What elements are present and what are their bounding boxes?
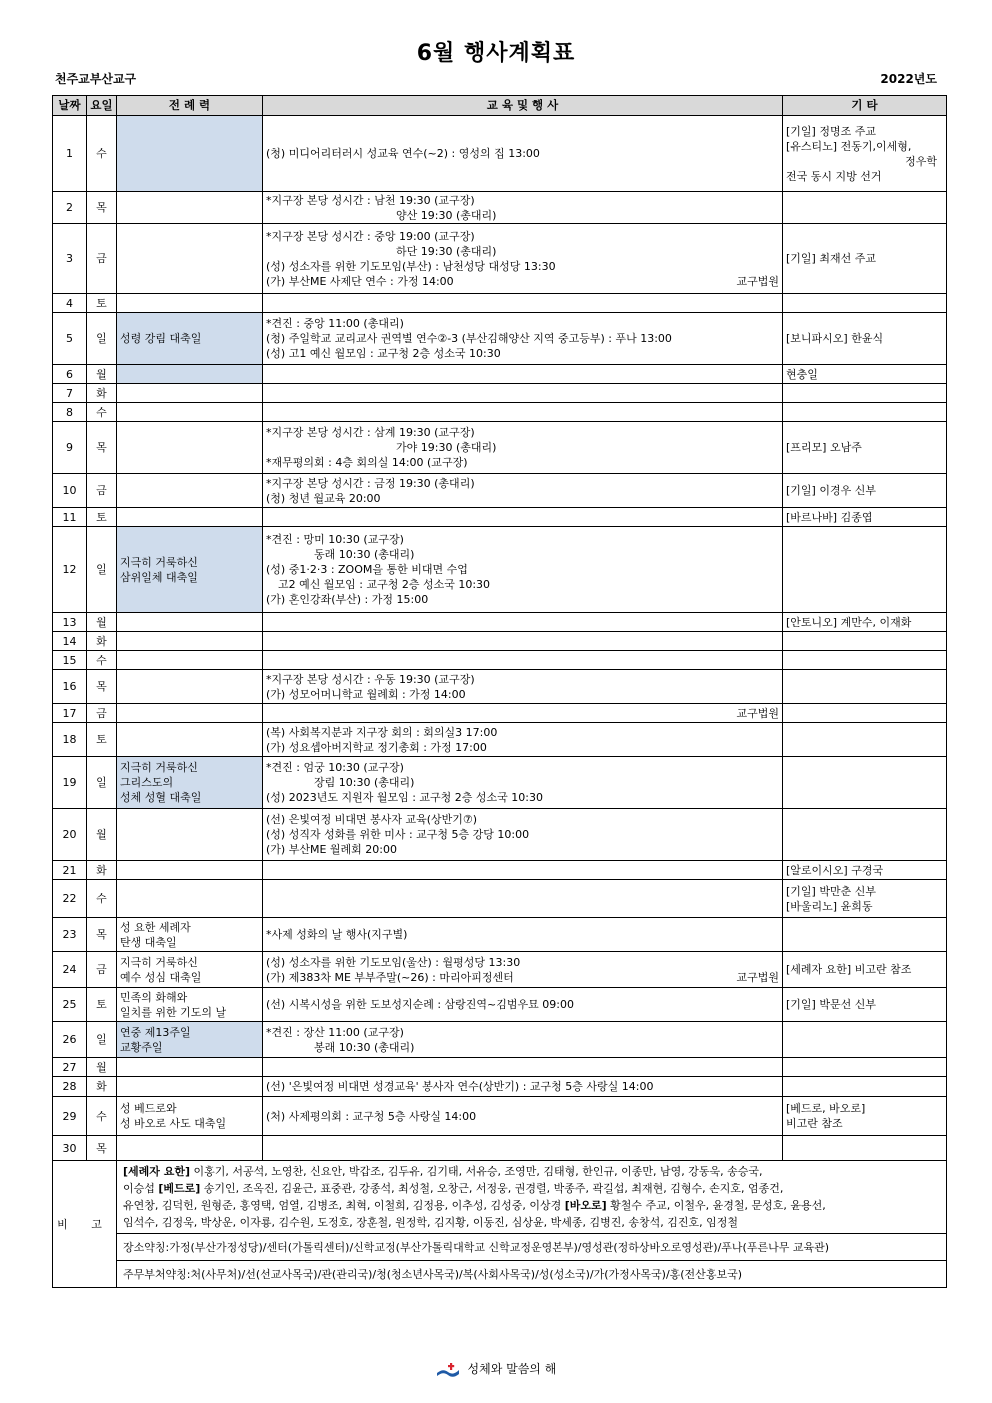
day-cell: 8 xyxy=(53,403,87,422)
other-cell xyxy=(783,1097,947,1136)
table-row xyxy=(53,988,947,1022)
event-text: *견진 : 엄궁 10:30 (교구장) xyxy=(266,761,404,774)
events-cell xyxy=(263,224,783,294)
liturgy-cell xyxy=(117,527,263,613)
liturgy-cell xyxy=(117,861,263,880)
day-cell: 24 xyxy=(53,952,87,988)
other-cell xyxy=(783,704,947,723)
liturgy-cell xyxy=(117,365,263,384)
header-liturgy: 전 례 력 xyxy=(117,96,263,116)
table-row xyxy=(53,365,947,384)
liturgy-cell xyxy=(117,670,263,704)
liturgy-cell xyxy=(117,1097,263,1136)
organization-name: 천주교부산교구 xyxy=(55,72,137,86)
weekday-cell: 화 xyxy=(87,861,117,880)
liturgy-cell xyxy=(117,704,263,723)
events-cell xyxy=(263,952,783,988)
weekday-cell: 화 xyxy=(87,384,117,403)
event-text: (성) 중1·2·3 : ZOOM을 통한 비대면 수업 xyxy=(266,563,468,576)
other-cell xyxy=(783,988,947,1022)
liturgy-cell xyxy=(117,1077,263,1097)
event-text: 하단 19:30 (총대리) xyxy=(396,244,497,258)
liturgy-text: 성령 강림 대축일 xyxy=(120,332,202,345)
liturgy-text: 예수 성심 대축일 xyxy=(120,970,202,984)
event-text: *지구장 본당 성시간 : 금정 19:30 (총대리) xyxy=(266,476,475,490)
other-cell xyxy=(783,1058,947,1077)
header-events: 교 육 및 행 사 xyxy=(263,96,783,116)
event-text: (가) 부산ME 월례회 20:00 xyxy=(266,843,397,856)
table-row xyxy=(53,403,947,422)
day-cell: 14 xyxy=(53,632,87,651)
other-cell xyxy=(783,422,947,474)
weekday-cell: 화 xyxy=(87,632,117,651)
events-cell xyxy=(263,1097,783,1136)
table-row xyxy=(53,723,947,757)
weekday-cell: 월 xyxy=(87,365,117,384)
other-text: 정우학 xyxy=(905,154,937,168)
event-text: (선) '은빛여정 비대면 성경교육' 봉사자 연수(상반기) : 교구청 5층 사랑실 14:00 xyxy=(266,1080,654,1093)
page-title: 6월 행사계획표 xyxy=(416,41,576,66)
weekday-cell: 일 xyxy=(87,527,117,613)
day-cell: 25 xyxy=(53,988,87,1022)
events-cell xyxy=(263,861,783,880)
weekday-cell: 일 xyxy=(87,757,117,809)
liturgy-text: 탄생 대축일 xyxy=(120,935,177,949)
table-row xyxy=(53,116,947,192)
day-cell: 30 xyxy=(53,1136,87,1161)
other-text: [기일] 이경우 신부 xyxy=(786,484,876,497)
places-abbrev: 장소약칭:가정(부산가정성당)/센터(가톨릭센터)/신학교정(부산가톨릭대학교 신학교정운영본부)/영성관(정하상바오로영성관)/푸나(푸른나무 교육관) xyxy=(117,1234,947,1261)
table-row xyxy=(53,313,947,365)
liturgy-text: 민족의 화해와 xyxy=(120,990,188,1004)
feast-line-2: 이승섭 [베드로] 송기인, 조옥진, 김윤근, 표중관, 강종석, 최성철, 오창근, 서정웅, 권경렬, 박종주, 곽길섭, 최재현, 김형수, 손지호, 엄종건, xyxy=(123,1182,784,1195)
other-text: [기일] 최재선 주교 xyxy=(786,252,876,265)
header-day: 날짜 xyxy=(53,96,87,116)
event-text: 가야 19:30 (총대리) xyxy=(396,441,497,454)
event-text: (선) 은빛여정 비대면 봉사자 교육(상반기⑦) xyxy=(266,813,478,826)
table-row xyxy=(53,224,947,294)
table-row xyxy=(53,1058,947,1077)
liturgy-cell xyxy=(117,116,263,192)
events-cell xyxy=(263,723,783,757)
table-row xyxy=(53,952,947,988)
liturgy-cell xyxy=(117,988,263,1022)
day-cell: 28 xyxy=(53,1077,87,1097)
day-cell: 5 xyxy=(53,313,87,365)
weekday-cell: 수 xyxy=(87,403,117,422)
day-cell: 22 xyxy=(53,880,87,918)
weekday-cell: 목 xyxy=(87,918,117,952)
event-text: 장림 10:30 (총대리) xyxy=(314,776,415,789)
table-row xyxy=(53,632,947,651)
other-text: [기일] 박문선 신부 xyxy=(786,998,876,1011)
day-cell: 15 xyxy=(53,651,87,670)
notes-row-places xyxy=(53,1234,947,1261)
weekday-cell: 토 xyxy=(87,723,117,757)
other-text: [기일] 정명조 주교 xyxy=(786,124,876,138)
other-text: [알로이시오] 구경국 xyxy=(786,863,884,877)
day-cell: 9 xyxy=(53,422,87,474)
liturgy-cell xyxy=(117,809,263,861)
events-cell xyxy=(263,294,783,313)
event-text: (복) 사회복지분과 지구장 회의 : 회의실3 17:00 xyxy=(266,725,498,739)
day-cell: 16 xyxy=(53,670,87,704)
other-text: 현충일 xyxy=(786,367,818,381)
weekday-cell: 금 xyxy=(87,224,117,294)
weekday-cell: 목 xyxy=(87,1136,117,1161)
day-cell: 19 xyxy=(53,757,87,809)
table-row xyxy=(53,1136,947,1161)
day-cell: 12 xyxy=(53,527,87,613)
offices-abbrev: 주무부처약칭:처(사무처)/선(선교사목국)/관(관리국)/청(청소년사목국)/복(사회사목국)/성(성소국)/가(가정사목국)/홍(전산홍보국) xyxy=(117,1261,947,1288)
table-row xyxy=(53,670,947,704)
other-text: 비고란 참조 xyxy=(786,1117,843,1130)
event-text: (성) 성소자를 위한 기도모임(부산) : 남천성당 대성당 13:30 xyxy=(266,259,556,273)
weekday-cell: 수 xyxy=(87,651,117,670)
event-text: *지구장 본당 성시간 : 남천 19:30 (교구장) xyxy=(266,193,475,207)
liturgy-text: 교황주일 xyxy=(120,1040,163,1054)
other-cell xyxy=(783,192,947,224)
other-cell xyxy=(783,1077,947,1097)
event-text: (성) 고1 예신 월모임 : 교구청 2층 성소국 10:30 xyxy=(266,347,501,360)
liturgy-cell xyxy=(117,422,263,474)
weekday-cell: 월 xyxy=(87,1058,117,1077)
day-cell: 11 xyxy=(53,508,87,527)
events-cell xyxy=(263,757,783,809)
liturgy-cell xyxy=(117,1058,263,1077)
weekday-cell: 월 xyxy=(87,613,117,632)
events-cell xyxy=(263,474,783,508)
other-cell xyxy=(783,632,947,651)
day-cell: 17 xyxy=(53,704,87,723)
weekday-cell: 금 xyxy=(87,704,117,723)
event-text: (선) 시복시성을 위한 도보성지순례 : 삼랑진역~김범우묘 09:00 xyxy=(266,998,574,1011)
other-cell xyxy=(783,527,947,613)
table-row xyxy=(53,422,947,474)
weekday-cell: 수 xyxy=(87,116,117,192)
table-row xyxy=(53,918,947,952)
table-row xyxy=(53,527,947,613)
other-text: [보니파시오] 한윤식 xyxy=(786,332,884,345)
other-cell xyxy=(783,613,947,632)
events-cell xyxy=(263,632,783,651)
events-cell xyxy=(263,918,783,952)
other-cell xyxy=(783,918,947,952)
other-cell xyxy=(783,403,947,422)
event-right-note: 교구법원 xyxy=(736,274,779,288)
weekday-cell: 목 xyxy=(87,422,117,474)
liturgy-cell xyxy=(117,1136,263,1161)
weekday-cell: 토 xyxy=(87,988,117,1022)
events-cell xyxy=(263,365,783,384)
liturgy-cell xyxy=(117,723,263,757)
day-cell: 18 xyxy=(53,723,87,757)
weekday-cell: 토 xyxy=(87,508,117,527)
event-text: (청) 청년 월교육 20:00 xyxy=(266,491,381,505)
notes-section xyxy=(53,1161,947,1288)
liturgy-text: 그리스도의 xyxy=(120,776,174,789)
table-row xyxy=(53,1097,947,1136)
other-text: [프리모] 오남주 xyxy=(786,441,862,454)
year-label: 2022년도 xyxy=(880,72,937,86)
other-cell xyxy=(783,1136,947,1161)
event-text: 동래 10:30 (총대리) xyxy=(314,548,415,561)
feast-names-cell xyxy=(117,1161,947,1234)
event-text: 양산 19:30 (총대리) xyxy=(396,208,497,222)
events-cell xyxy=(263,988,783,1022)
weekday-cell: 수 xyxy=(87,880,117,918)
weekday-cell: 목 xyxy=(87,192,117,224)
event-text: (처) 사제평의회 : 교구청 5층 사랑실 14:00 xyxy=(266,1109,477,1123)
table-row xyxy=(53,613,947,632)
liturgy-text: 지극히 거룩하신 xyxy=(120,555,198,569)
footer-motto: 성체와 말씀의 해 xyxy=(467,1362,557,1376)
liturgy-cell xyxy=(117,918,263,952)
liturgy-cell xyxy=(117,632,263,651)
events-cell xyxy=(263,508,783,527)
weekday-cell: 목 xyxy=(87,670,117,704)
table-row xyxy=(53,651,947,670)
liturgy-text: 성체 성혈 대축일 xyxy=(120,791,202,804)
liturgy-cell xyxy=(117,474,263,508)
day-cell: 13 xyxy=(53,613,87,632)
events-cell xyxy=(263,613,783,632)
event-text: (가) 성요셉아버지학교 정기총회 : 가정 17:00 xyxy=(266,740,487,754)
liturgy-cell xyxy=(117,1022,263,1058)
events-cell xyxy=(263,384,783,403)
events-cell xyxy=(263,1022,783,1058)
day-cell: 6 xyxy=(53,365,87,384)
events-cell xyxy=(263,192,783,224)
table-row xyxy=(53,861,947,880)
events-cell xyxy=(263,1077,783,1097)
event-text: (청) 미디어리터러시 성교육 연수(~2) : 영성의 집 13:00 xyxy=(266,147,540,160)
event-text: (성) 성소자를 위한 기도모임(울산) : 월평성당 13:30 xyxy=(266,955,521,969)
other-text: [기일] 박만춘 신부 xyxy=(786,884,876,898)
table-row xyxy=(53,508,947,527)
feast-line-1: [세례자 요한] 이홍기, 서공석, 노영찬, 신요안, 박갑조, 김두유, 김기태, 서유승, 조영만, 김태형, 한인규, 이종만, 남영, 강동욱, 송승국, xyxy=(123,1165,763,1178)
event-text: 고2 예신 월모임 : 교구청 2층 성소국 10:30 xyxy=(278,578,491,591)
other-cell xyxy=(783,294,947,313)
liturgy-cell xyxy=(117,403,263,422)
other-cell xyxy=(783,313,947,365)
day-cell: 23 xyxy=(53,918,87,952)
other-cell xyxy=(783,880,947,918)
other-cell xyxy=(783,508,947,527)
event-text: *지구장 본당 성시간 : 삼계 19:30 (교구장) xyxy=(266,426,475,439)
liturgy-cell xyxy=(117,880,263,918)
day-cell: 20 xyxy=(53,809,87,861)
weekday-cell: 일 xyxy=(87,313,117,365)
day-cell: 4 xyxy=(53,294,87,313)
events-cell xyxy=(263,704,783,723)
table-row xyxy=(53,880,947,918)
table-row xyxy=(53,474,947,508)
weekday-cell: 금 xyxy=(87,474,117,508)
other-cell xyxy=(783,952,947,988)
other-cell xyxy=(783,1022,947,1058)
liturgy-text: 성 바오로 사도 대축일 xyxy=(120,1117,227,1130)
other-cell xyxy=(783,474,947,508)
other-cell xyxy=(783,670,947,704)
jubilee-logo-icon xyxy=(436,1362,460,1378)
day-cell: 1 xyxy=(53,116,87,192)
events-cell xyxy=(263,527,783,613)
event-text: (가) 성모어머니학교 월례회 : 가정 14:00 xyxy=(266,687,466,701)
liturgy-text: 지극히 거룩하신 xyxy=(120,761,198,774)
schedule-table xyxy=(52,95,947,1288)
feast-line-3: 유연창, 김덕헌, 원형준, 홍영택, 엄열, 김병조, 최혁, 이철희, 김정용, 이추성, 김성중, 이상경 [바오로] 황철수 주교, 이철우, 윤경철, 문성호, 윤용선, xyxy=(123,1199,826,1212)
table-row xyxy=(53,294,947,313)
event-text: (성) 성직자 성화를 위한 미사 : 교구청 5층 강당 10:00 xyxy=(266,828,530,841)
weekday-cell: 화 xyxy=(87,1077,117,1097)
events-cell xyxy=(263,1136,783,1161)
liturgy-cell xyxy=(117,651,263,670)
other-cell xyxy=(783,723,947,757)
events-cell xyxy=(263,1058,783,1077)
weekday-cell: 금 xyxy=(87,952,117,988)
liturgy-text: 지극히 거룩하신 xyxy=(120,955,198,969)
event-text: *지구장 본당 성시간 : 우동 19:30 (교구장) xyxy=(266,672,475,686)
event-text: *견진 : 중앙 11:00 (총대리) xyxy=(266,317,404,330)
other-text: 전국 동시 지방 선거 xyxy=(786,169,882,183)
day-cell: 27 xyxy=(53,1058,87,1077)
event-text: (성) 2023년도 지원자 월모임 : 교구청 2층 성소국 10:30 xyxy=(266,791,543,804)
other-cell xyxy=(783,651,947,670)
event-text: 봉래 10:30 (총대리) xyxy=(314,1040,415,1054)
liturgy-text: 일치를 위한 기도의 날 xyxy=(120,1005,227,1019)
event-text: *재무평의회 : 4층 회의실 14:00 (교구장) xyxy=(266,456,468,469)
other-text: [유스티노] 전동기,이세형, xyxy=(786,139,912,153)
events-cell xyxy=(263,809,783,861)
other-cell xyxy=(783,365,947,384)
other-text: [베드로, 바오로] xyxy=(786,1102,866,1115)
events-cell xyxy=(263,651,783,670)
day-cell: 10 xyxy=(53,474,87,508)
event-text: *사제 성화의 날 행사(지구별) xyxy=(266,928,408,941)
liturgy-text: 삼위일체 대축일 xyxy=(120,570,198,584)
feast-line-4: 임석수, 김정욱, 박상운, 이자룡, 김수원, 도정호, 장훈철, 원정학, 김지황, 이동진, 심상윤, 박세종, 김병진, 송창석, 김진호, 임정철 xyxy=(123,1216,738,1229)
table-row xyxy=(53,192,947,224)
liturgy-cell xyxy=(117,224,263,294)
day-cell: 21 xyxy=(53,861,87,880)
day-cell: 26 xyxy=(53,1022,87,1058)
event-text: *견진 : 망미 10:30 (교구장) xyxy=(266,533,404,546)
header-other: 기 타 xyxy=(783,96,947,116)
day-cell: 2 xyxy=(53,192,87,224)
liturgy-text: 성 베드로와 xyxy=(120,1102,177,1115)
events-cell xyxy=(263,422,783,474)
events-cell xyxy=(263,880,783,918)
table-row xyxy=(53,1022,947,1058)
notes-row-offices xyxy=(53,1261,947,1288)
notes-row-names xyxy=(53,1161,947,1234)
schedule-rows xyxy=(53,116,947,1161)
liturgy-text: 성 요한 세례자 xyxy=(120,920,191,934)
notes-label: 비 고 xyxy=(53,1161,117,1288)
other-cell xyxy=(783,116,947,192)
liturgy-cell xyxy=(117,384,263,403)
weekday-cell: 월 xyxy=(87,809,117,861)
event-text: *지구장 본당 성시간 : 중앙 19:00 (교구장) xyxy=(266,229,475,243)
event-text: (가) 제383차 ME 부부주말(~26) : 마리아피정센터 xyxy=(266,970,514,984)
other-text: [세례자 요한] 비고란 참조 xyxy=(786,963,912,976)
table-row xyxy=(53,384,947,403)
liturgy-cell xyxy=(117,952,263,988)
other-text: [바울리노] 윤희동 xyxy=(786,899,873,913)
table-row xyxy=(53,704,947,723)
event-text: (청) 주일학교 교리교사 권역별 연수②-3 (부산김해양산 지역 중고등부) : 푸나 13:00 xyxy=(266,332,672,345)
weekday-cell: 수 xyxy=(87,1097,117,1136)
day-cell: 3 xyxy=(53,224,87,294)
liturgy-cell xyxy=(117,613,263,632)
header-weekday: 요일 xyxy=(87,96,117,116)
event-text: (가) 혼인강좌(부산) : 가정 15:00 xyxy=(266,593,429,606)
liturgy-cell xyxy=(117,508,263,527)
other-cell xyxy=(783,809,947,861)
other-text: [안토니오] 계만수, 이재화 xyxy=(786,615,912,629)
event-text: (가) 부산ME 사제단 연수 : 가정 14:00 xyxy=(266,274,454,288)
table-row xyxy=(53,809,947,861)
weekday-cell: 토 xyxy=(87,294,117,313)
event-right-note: 교구법원 xyxy=(736,970,779,984)
other-text: [바르나바] 김종엽 xyxy=(786,510,873,524)
events-cell xyxy=(263,670,783,704)
other-cell xyxy=(783,861,947,880)
other-cell xyxy=(783,384,947,403)
event-right-note: 교구법원 xyxy=(736,706,779,720)
day-cell: 29 xyxy=(53,1097,87,1136)
liturgy-cell xyxy=(117,313,263,365)
table-row xyxy=(53,757,947,809)
events-cell xyxy=(263,313,783,365)
liturgy-text: 연중 제13주일 xyxy=(120,1025,191,1039)
liturgy-cell xyxy=(117,192,263,224)
footer xyxy=(0,1360,992,1378)
other-cell xyxy=(783,757,947,809)
events-cell xyxy=(263,403,783,422)
table-header-row xyxy=(53,96,947,116)
event-text: *견진 : 장산 11:00 (교구장) xyxy=(266,1025,404,1039)
weekday-cell: 일 xyxy=(87,1022,117,1058)
events-cell xyxy=(263,116,783,192)
other-cell xyxy=(783,224,947,294)
day-cell: 7 xyxy=(53,384,87,403)
liturgy-cell xyxy=(117,757,263,809)
table-row xyxy=(53,1077,947,1097)
liturgy-cell xyxy=(117,294,263,313)
